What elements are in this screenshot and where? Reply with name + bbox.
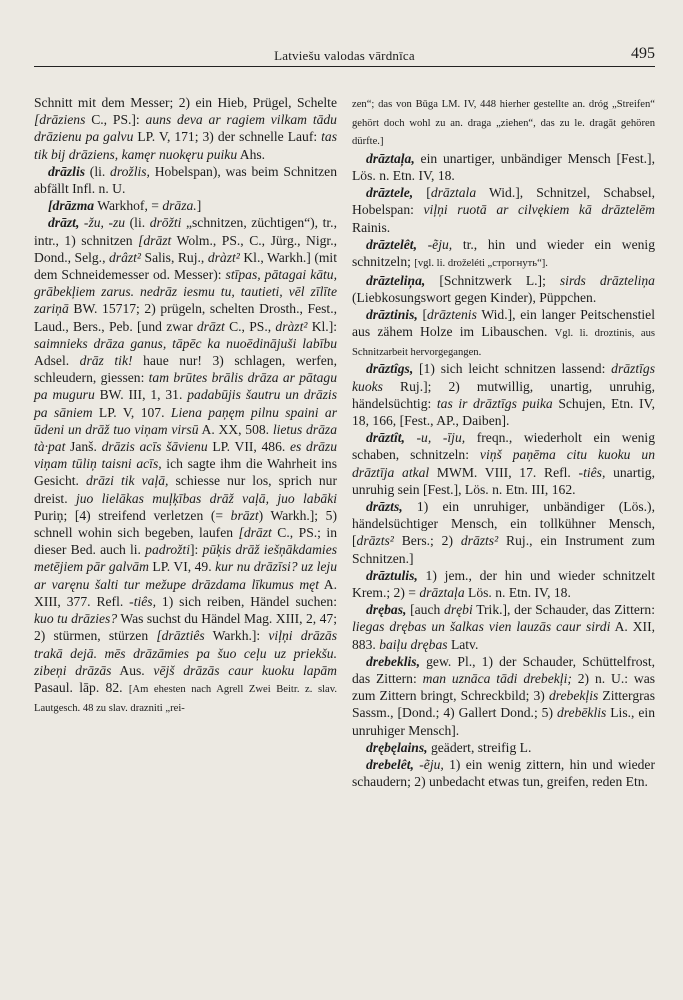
entry-text: Wolm., PS., C., Jürg., Nigr., Dond., Selg., <box>34 232 338 265</box>
entry-text: tr., hin und wieder ein wenig schnitzeln; <box>352 236 655 269</box>
entry-text: saimnieks drāza ganus, tāpēc ka nuoēdinājuši labību <box>34 335 337 351</box>
entry-text: Schnitt mit dem Messer; 2) ein Hieb, Prügel, Schelte <box>34 95 337 110</box>
entry-text: auns deva ar ragiem vilkam tādu drāzienu pa galvu <box>34 112 337 145</box>
headword: drāztele, <box>366 185 414 201</box>
entry-text: viļņi ruotā ar cilvękiem kā drāztelēm <box>423 202 655 218</box>
entry-text: 1) ein wenig zittern, hin und wieder schaudern; 2) unbedacht etwas tun, greifen, reden Etn. <box>352 757 655 790</box>
headword: drebelêt, <box>366 757 414 773</box>
dictionary-entry <box>352 236 655 272</box>
entry-text: drāztala <box>430 185 477 201</box>
entry-text: drāzi tik vaļā, <box>85 473 169 489</box>
entry-text: A. XIII, 377. Refl. - <box>34 576 337 609</box>
entry-text: 2) n. U.: was zum Zittern bringt, Schreckbild; 3) <box>352 671 656 704</box>
entry-text: LP. VII, 486. <box>207 439 290 455</box>
running-header <box>34 44 655 67</box>
entry-text: vējš drāzās caur kuoku lapām <box>153 662 337 678</box>
headword: drāztît, <box>366 430 405 446</box>
entry-text: Kl.]: <box>307 318 337 334</box>
entry-text: - <box>404 430 422 446</box>
entry-text: Trik.], der Schauder, das Zittern: <box>472 602 655 618</box>
dictionary-entry <box>352 567 655 601</box>
entry-text: [drāzt <box>238 525 272 541</box>
entry-text: man uznāca tādi drebekļi; <box>422 671 572 687</box>
dictionary-entry <box>352 601 655 653</box>
entry-text: [drāzt <box>138 232 172 248</box>
entry-text: LP. VI, 49. <box>148 559 216 575</box>
entry-text: juo lielākas muļķības drāž vaļā, juo labāki <box>75 490 338 506</box>
headword: drāzt, <box>48 215 80 231</box>
dictionary-entry <box>352 653 655 739</box>
entry-text: [ <box>413 185 431 201</box>
entry-text: haue nur! 3) schlagen, werfen, schleudern, giessen: <box>34 353 337 386</box>
entry-text: viņš paņēma citu kuoku un drāztīja atkal <box>352 447 655 480</box>
entry-text: geädert, streifig L. <box>427 739 532 755</box>
entry-text: Zittergras Sassm., [Dond.; 4) Gallert Dond.; 5) <box>352 688 655 721</box>
entry-text: A. XII, 883. <box>352 619 656 652</box>
entry-text: ẽju, <box>432 236 453 252</box>
headword: drāztaļa, <box>366 150 415 166</box>
entry-text: pūķis drāž iešņākdamies metējiem pār galvām <box>34 542 338 575</box>
entry-text: Kl., Warkh.] (mit dem Schneidemesser od. Messer): <box>34 249 337 283</box>
entry-text: Hobelspan), was beim Schnitzen abfällt Infl. n. U. <box>34 163 337 197</box>
entry-text: Salis, Ruj., <box>141 249 208 265</box>
headword: drāztelêt, <box>366 236 417 252</box>
entry-text: - <box>416 236 433 252</box>
entry-text: žu, <box>88 215 104 231</box>
entry-text: kur nu drāzīsi? uz leju ar varęnu šalti tur mežupe drāzdama līkumus męt <box>34 559 338 592</box>
entry-text: zu <box>113 215 126 231</box>
entry-text: padrožti <box>145 542 190 558</box>
dictionary-entry <box>352 360 655 429</box>
entry-text: es drāzu viņam tūliņ taisni acīs, <box>34 439 337 472</box>
headword: drāzlis <box>48 163 86 179</box>
entry-text: unartig, unruhig sein [Fest.], Lös. n. Etn. III, 162. <box>352 464 655 497</box>
entry-text: ein unartiger, unbändiger Mensch [Fest.], Lös. n. Etn. IV, 18. <box>352 150 655 183</box>
entry-text: drāztaļa <box>419 585 465 601</box>
entry-text: [Am ehesten nach Agrell Zwei Beitr. z. slav. Lautgesch. 48 zu slav. drazniti „rei- <box>34 683 337 714</box>
entry-text: Latv. <box>447 636 479 652</box>
entry-text: drāzt <box>196 318 225 334</box>
entry-text: dràzt² <box>275 318 308 334</box>
entry-text: ẽju, <box>423 757 444 773</box>
entry-text: Aus. <box>111 662 154 678</box>
entry-text: gew. Pl., 1) der Schauder, Schüttelfrost, das Zittern: <box>352 653 655 687</box>
entry-text: Lös. n. Etn. IV, 18. <box>464 585 571 601</box>
entry-text: lietus drāza tà·pat <box>34 421 337 455</box>
dictionary-entry <box>352 429 655 498</box>
entry-text: [1) sich leicht schnitzen lassend: <box>413 361 612 377</box>
entry-text: īju, <box>447 430 466 446</box>
entry-text: zen“; das von Būga LM. IV, 448 hierher gestellte an. dróg „Streifen“ gehört doch wohl zu an. draga „ziehen“, das zu le. dragāt gehören dürfte.] <box>352 99 655 148</box>
entry-text: ich sagte ihm die Wahrheit ins Gesicht. <box>34 456 337 489</box>
entry-text: A. XX, 508. <box>198 421 273 437</box>
headword: drebeklis, <box>366 653 420 669</box>
entry-text: padabūjis šautru un drāzis pa sāniem <box>34 387 337 420</box>
entry-text: Bers.; 2) <box>393 533 461 549</box>
entry-text: BW. III, 1, 31. <box>94 387 188 403</box>
left-column <box>34 94 337 716</box>
entry-text: drōžti <box>149 215 182 231</box>
entry-text: MWM. VIII, 17. Refl. - <box>429 464 584 480</box>
entry-text: viļņi drāzās trakā dejā. mēs drāzāmies pa šuo ceļu uz priekšu. zibeņi drāzās <box>34 628 337 678</box>
entry-text: Rainis. <box>352 219 391 235</box>
entry-text: [Schnitzwerk L.]; <box>425 272 560 288</box>
dictionary-entry <box>352 498 655 567</box>
entry-text: Adsel. <box>34 353 80 369</box>
entry-text: Warkh.]: <box>204 628 269 644</box>
entry-text: - <box>431 430 448 446</box>
entry-text: freqn., wiederholt ein wenig schaben, schnitzeln: <box>352 430 655 463</box>
entry-text: drebekļis <box>548 688 599 704</box>
dictionary-entry <box>352 94 655 150</box>
entry-text: kuo tu drāzies? <box>34 611 118 627</box>
dictionary-entry <box>352 150 655 184</box>
dictionary-entry <box>352 739 655 756</box>
entry-text: drāzis acīs šāvienu <box>101 439 208 455</box>
entry-text: ) Warkh.]; 5) schnell wohin sich begeben, laufen <box>34 507 338 541</box>
entry-text: 1) ein unruhiger, unbändiger (Lös.), händelsüchtiger Mensch, ein tollkühner Mensch, [ <box>352 499 655 549</box>
entry-text: Warkhof, = <box>94 198 163 214</box>
entry-text: schiesse nur los, sprich nur dreist. <box>34 473 338 506</box>
entry-text: „schnitzen, züchtigen“), tr., intr., 1) schnitzen <box>34 215 337 248</box>
entry-text: - <box>103 215 114 231</box>
entry-text: Pasaul. lāp. 82. <box>34 679 129 695</box>
entry-text: liegas drębas un šalkas vien lauzās caur sirdi <box>352 619 611 635</box>
headword: drębęlains, <box>366 739 428 755</box>
headword: drāzteliņa, <box>366 272 426 288</box>
entry-text: drębi <box>444 602 473 618</box>
entry-text: [vgl. li. droželéti „строгнуть“]. <box>414 258 548 269</box>
entry-text: [auch <box>406 602 445 618</box>
dictionary-entry <box>34 197 337 214</box>
entry-text: drāza. <box>162 198 197 214</box>
headword: [drāzma <box>48 198 95 214</box>
entry-text: BW. 15717; 2) prügeln, schelten Drosth., Fest., Laud., Bers., Peb. [und zwar <box>34 301 337 334</box>
dictionary-entry <box>352 184 655 236</box>
entry-text: LP. V, 171; 3) der schnelle Lauf: <box>133 129 322 145</box>
dictionary-entry <box>34 163 337 197</box>
entry-text: stīpas, pātagai kātu, grābekļiem zarus. nedrāz iesmu tu, tautieti, vēl zīlīte zariņā <box>34 267 337 317</box>
entry-text: drebēklis <box>556 705 607 721</box>
entry-text: baiļu drębas <box>379 636 448 652</box>
headword: drāztulis, <box>366 567 418 583</box>
entry-text: Liena paņęm pilnu spaini ar ūdeni un drāž tuo viņam virsū <box>34 404 337 437</box>
entry-text: Was suchst du Händel Mag. XIII, 2, 47; 2) stürmen, stürzen <box>34 611 337 644</box>
entry-text: C., PS.]: <box>85 112 146 128</box>
entry-text: Lis., ein unruhiger Mensch]. <box>352 705 655 738</box>
entry-text: Puriņ; [4) streifend verletzen (= <box>34 507 231 523</box>
entry-text: LP. V, 107. <box>92 404 171 420</box>
entry-text: tiês, <box>583 464 606 480</box>
dictionary-entry <box>34 214 337 716</box>
entry-text: drāz tik! <box>79 353 133 369</box>
entry-text: - <box>79 215 89 231</box>
headword: drāzts, <box>366 499 403 515</box>
entry-text: Wid.], ein langer Peitschenstiel aus zähem Holze im Libauschen. <box>352 307 655 340</box>
headword: drāztinis, <box>366 307 418 322</box>
entry-text: 1) sich reiben, Händel suchen: <box>155 593 337 609</box>
entry-text: (Liebkosungswort gegen Kinder), Püppchen. <box>352 289 597 305</box>
entry-text: tiês, <box>133 593 156 609</box>
entry-text: tas tik bij drāziens, kamęr nuokęru puiku <box>34 129 338 162</box>
entry-text: tam brūtes brālis drāza ar pātagu pa muguru <box>34 370 338 403</box>
entry-text: sirds drāzteliņa <box>559 272 655 288</box>
dictionary-entry <box>352 756 655 790</box>
dictionary-entry <box>352 272 655 306</box>
right-column <box>352 94 655 790</box>
entry-text: - <box>413 757 424 773</box>
entry-text: u, <box>421 430 432 446</box>
entry-text: Janš. <box>65 439 102 455</box>
entry-text: Ahs. <box>237 146 266 162</box>
dictionary-entry <box>352 306 655 360</box>
entry-text: C., PS., <box>224 318 276 334</box>
entry-text: Schujen, Etn. IV, 18, 166, [Fest., AP., Daiben]. <box>352 395 655 428</box>
page-number: 495 <box>631 45 655 62</box>
entry-text: (li. <box>85 163 111 179</box>
entry-text: drāztīgs kuoks <box>352 361 655 394</box>
entry-text: dràzt² <box>207 249 240 265</box>
headword: drāztîgs, <box>366 361 414 377</box>
entry-text: tas ir drāztīgs puika <box>436 395 553 411</box>
entry-text: [drāztiês <box>156 628 205 644</box>
entry-text: drāztenis <box>427 307 477 322</box>
entry-text: drožlis, <box>110 163 150 179</box>
entry-text: Ruj.]; 2) mutwillig, unartig, unruhig, händelsüchtig: <box>352 378 655 411</box>
headword: drębas, <box>366 602 407 618</box>
entry-text: drāzts² <box>460 533 499 549</box>
entry-text: ] <box>196 198 202 214</box>
entry-text: [ <box>417 307 428 322</box>
entry-text: C., PS.; in dieser Bed. auch li. <box>34 525 338 558</box>
entry-text: (li. <box>125 215 150 231</box>
entry-text: 1) jem., der hin und wieder schnitzelt Krem.; 2) = <box>352 567 655 601</box>
entry-text: Ruj., ein Instrument zum Schnitzen.] <box>352 533 655 566</box>
running-title: Latviešu valodas vārdnīca <box>274 48 415 63</box>
entry-text: drāzts² <box>356 533 394 549</box>
entry-text: Vgl. li. droztinis, aus Schnitzarbeit hervorgegangen. <box>352 328 655 358</box>
entry-text: Wid.], Schnitzel, Schabsel, Hobelspan: <box>352 185 655 218</box>
entry-text: brāzt <box>230 507 259 523</box>
dictionary-entry <box>34 94 337 163</box>
entry-text: drâzt² <box>108 249 142 265</box>
entry-text: ]: <box>190 542 203 558</box>
entry-text: [drāziens <box>34 112 86 128</box>
